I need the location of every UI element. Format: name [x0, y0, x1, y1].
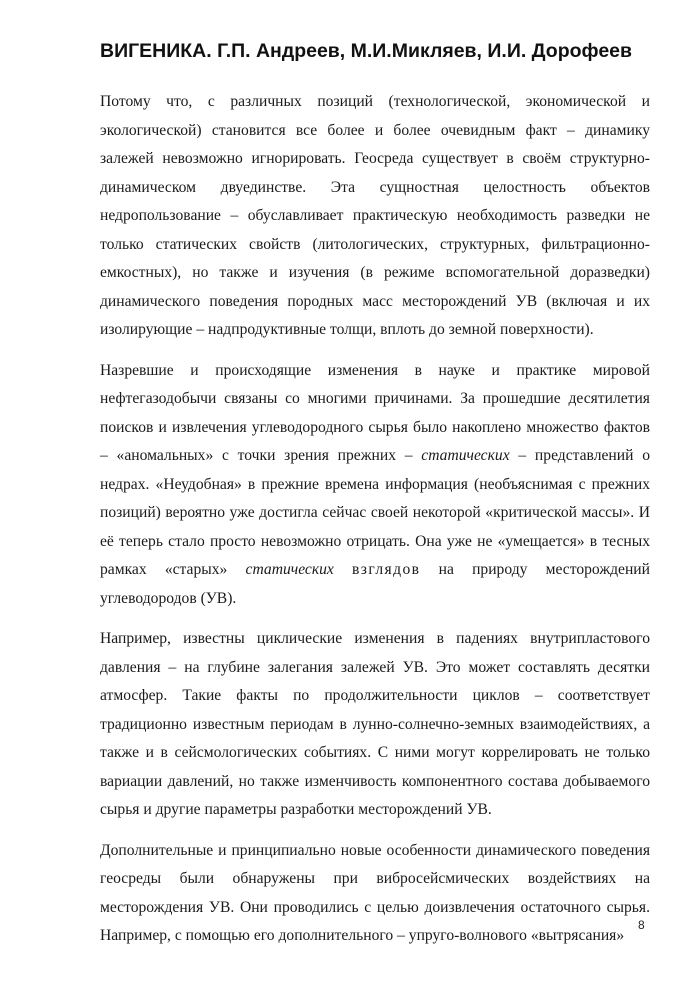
paragraph-3: Например, известны циклические изменения в падениях внутрипластового давления – на глубине залегания залежей УВ. Это может составлять десятки атмосфер. Такие факты по продолжительности циклов – соответствует традиционно известным периодам в лунно-солнечно-земных взаимодействиях, а также и в сейсмологических событиях. С ними могут коррелировать не только вариации давлений, но также изменчивость компонентного состава добываемого сырья и другие параметры разработки месторождений УВ.	[100, 630, 650, 818]
paragraph-2-part-2: – представлений о недрах. «Неудобная» в прежние времена информация (необъяснимая с прежних позиций) вероятно уже достигла сейчас своей некоторой «критической массы». И её теперь стало просто невозможно отрицать. Она уже не «умещается» в тесных рамках «старых»	[100, 447, 651, 578]
paragraph-1: Потому что, с различных позиций (технологической, экономической и экологической) становится все более и более очевидным факт – динамику залежей невозможно игнорировать. Геосреда существует в своём структурно-динамическом двуединстве. Эта сущностная целостность объектов недропользование – обуславливает практическую необходимость разведки не только статических свойств (литологических, структурных, фильтрационно-емкостных), но также и изучения (в режиме вспомогательной доразведки) динамического поведения породных масс месторождений УВ (включая и их изолирующие – надпродуктивные толщи, вплоть до земной поверхности).	[100, 93, 650, 338]
paragraph-2-part-3: на природу месторождений углеводородов (УВ).	[100, 561, 650, 607]
page-number: 8	[638, 918, 645, 932]
page-header-title: ВИГЕНИКА. Г.П. Андреев, М.И.Микляев, И.И. Дорофеев	[100, 40, 633, 62]
paragraph-2-part-1: Назревшие и происходящие изменения в науке и практике мировой нефтегазодобычи связаны со многими причинами. За прошедшие десятилетия поисков и извлечения углеводородного сырья было накоплено множество фактов – «аномальных» с точки зрения прежних –	[100, 361, 650, 464]
paragraph-4: Дополнительные и принципиально новые особенности динамического поведения геосреды были обнаружены при вибросейсмических воздействиях на месторождения УВ. Они проводились с целью доизвлечения остаточного сырья. Например, с помощью его дополнительного – упруго-волнового «вытрясания»	[100, 841, 650, 944]
paragraph-2-italic-2: статических	[245, 561, 334, 578]
body-text	[100, 88, 650, 951]
paragraph-2	[100, 357, 650, 614]
paragraph-2-italic-1: статических	[421, 447, 510, 464]
paragraph-2-spaced-word: взглядов	[352, 561, 421, 578]
